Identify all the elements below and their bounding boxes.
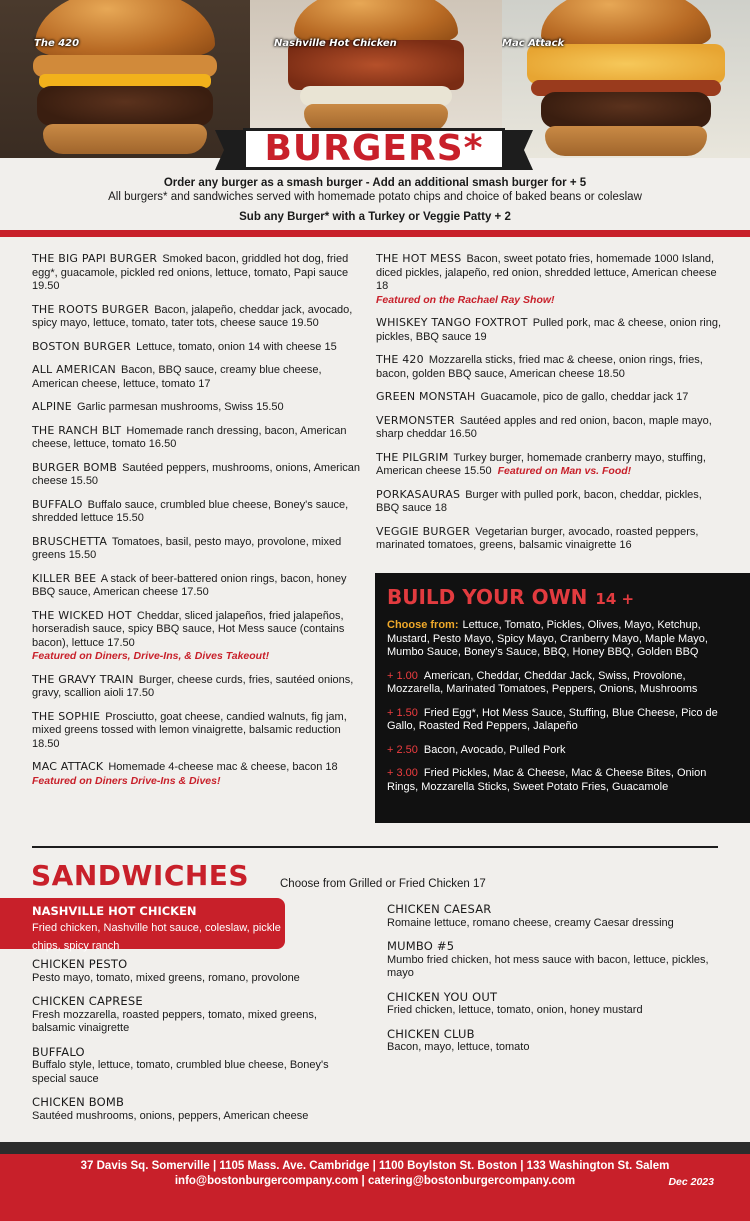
intro-smash-note: Order any burger as a smash burger - Add an additional smash burger for + 5 xyxy=(163,177,587,189)
item-desc: Garlic parmesan mushrooms, Swiss 15.50 xyxy=(76,401,284,413)
featured-note: Featured on the Rachael Ray Show! xyxy=(376,293,555,306)
item-name: MAC ATTACK xyxy=(32,760,104,773)
item-name: PORKASAURAS xyxy=(376,487,461,501)
item-desc: Pulled pork, mac & cheese, onion ring, pickles, BBQ sauce 19 xyxy=(376,317,722,343)
item-name: CHICKEN PESTO xyxy=(32,957,128,971)
item-name: KILLER BEE xyxy=(32,571,97,585)
item-name: THE PILGRIM xyxy=(376,450,449,464)
menu-item xyxy=(32,400,362,415)
item-desc: Sautéed peppers, mushrooms, onions, American cheese 15.50 xyxy=(32,461,361,487)
item-desc: Lettuce, tomato, onion 14 with cheese 15 xyxy=(136,340,337,353)
burger-list-left xyxy=(32,252,362,797)
menu-item xyxy=(32,461,362,489)
menu-item xyxy=(32,535,362,563)
menu-item xyxy=(32,498,362,526)
item-name: BUFFALO xyxy=(32,1044,85,1059)
menu-item xyxy=(376,525,721,553)
item-desc: Romaine lettuce, romano cheese, creamy Caesar dressing xyxy=(387,916,674,929)
item-desc: A stack of beer-battered onion rings, bacon, honey BBQ sauce, American cheese 17.50 xyxy=(32,572,347,598)
menu-item xyxy=(32,760,362,788)
item-desc: Tomatoes, basil, pesto mayo, provolone, mixed greens 15.50 xyxy=(32,535,342,561)
sandwich-list-right xyxy=(387,903,717,1065)
item-desc: Buffalo style, lettuce, tomato, crumbled blue cheese, Boney's special sauce xyxy=(32,1059,329,1085)
section-divider xyxy=(32,846,718,848)
item-name: VERMONSTER xyxy=(376,413,455,427)
byo-addon-price: + 1.00 xyxy=(387,669,418,682)
item-desc: Fried chicken, lettuce, tomato, onion, honey mustard xyxy=(387,1004,643,1016)
menu-item xyxy=(32,673,362,701)
menu-item xyxy=(32,1096,352,1123)
item-desc: Bacon, BBQ sauce, creamy blue cheese, American cheese, lettuce, tomato 17 xyxy=(32,364,322,390)
item-name: CHICKEN CLUB xyxy=(387,1026,475,1041)
item-name: CHICKEN CAPRESE xyxy=(32,994,143,1008)
item-desc: Prosciutto, goat cheese, candied walnuts, fig jam, mixed greens tossed with lemon vinaigrette, balsamic reduction 18.50 xyxy=(32,710,347,750)
footer-dark-band xyxy=(0,1142,750,1154)
sandwich-list-left xyxy=(32,958,352,1133)
menu-item xyxy=(376,414,721,442)
menu-item xyxy=(32,572,362,600)
item-desc: Fried chicken, Nashville hot sauce, coleslaw, pickle chips, spicy ranch xyxy=(32,922,281,952)
build-your-own-panel xyxy=(375,573,750,823)
item-name: ALL AMERICAN xyxy=(32,363,116,376)
byo-addon-items: Fried Egg*, Hot Mess Sauce, Stuffing, Blue Cheese, Pico de Gallo, Roasted Red Peppers, Jalapeño xyxy=(387,706,718,732)
photo-label: Mac Attack xyxy=(502,38,565,49)
item-name: ALPINE xyxy=(32,400,72,413)
menu-item xyxy=(32,252,362,294)
intro-notes xyxy=(0,176,750,224)
item-name: MUMBO #5 xyxy=(387,939,455,953)
item-desc: Buffalo sauce, crumbled blue cheese, Boney's sauce, shredded lettuce 15.50 xyxy=(32,498,349,524)
byo-price: 14 + xyxy=(595,590,635,608)
item-desc: Sautéed apples and red onion, bacon, maple mayo, sharp cheddar 16.50 xyxy=(376,414,712,440)
footer-emails: info@bostonburgercompany.com | catering@bostonburgercompany.com xyxy=(174,1175,576,1187)
menu-item xyxy=(376,488,721,516)
menu-item xyxy=(32,424,362,452)
menu-item xyxy=(376,390,721,405)
menu-item xyxy=(387,903,717,930)
photo-label: The 420 xyxy=(34,38,80,49)
item-desc: Bacon, jalapeño, cheddar jack, avocado, spicy mayo, lettuce, tomato, tater tots, cheese sauce 19.50 xyxy=(32,303,353,329)
featured-note: Featured on Diners Drive-Ins & Dives! xyxy=(32,774,221,787)
item-name: CHICKEN BOMB xyxy=(32,1095,125,1109)
item-name: THE BIG PAPI BURGER xyxy=(32,252,158,265)
burger-list-right xyxy=(376,252,721,562)
sandwiches-title: SANDWICHES xyxy=(31,859,250,892)
photo-label: Nashville Hot Chicken xyxy=(274,38,397,49)
byo-addon-price: + 2.50 xyxy=(387,743,418,756)
burgers-title xyxy=(243,128,505,170)
byo-addon xyxy=(387,670,738,697)
item-name: THE GRAVY TRAIN xyxy=(32,672,134,686)
nashville-hot-chicken-highlight xyxy=(0,898,285,952)
item-desc: Homemade ranch dressing, bacon, American cheese, lettuce, tomato 16.50 xyxy=(32,424,347,450)
item-name: THE ROOTS BURGER xyxy=(32,302,150,316)
item-name: CHICKEN CAESAR xyxy=(387,902,492,916)
item-name: BOSTON BURGER xyxy=(32,339,132,353)
byo-choose-label: Choose from: xyxy=(387,619,459,631)
item-name: THE 420 xyxy=(376,353,424,366)
burger-photo-mac-attack xyxy=(502,0,750,158)
item-desc: Smoked bacon, griddled hot dog, fried egg*, guacamole, pickled red onions, lettuce, tomato, Papi sauce 19.50 xyxy=(32,253,349,292)
item-desc: Sautéed mushrooms, onions, peppers, American cheese xyxy=(32,1109,309,1122)
menu-item xyxy=(387,940,717,981)
menu-item xyxy=(32,710,362,752)
byo-addon-items: Fried Pickles, Mac & Cheese, Mac & Cheese Bites, Onion Rings, Mozzarella Sticks, Sweet Potato Fries, Guacamole xyxy=(387,767,707,793)
item-desc: Turkey burger, homemade cranberry mayo, stuffing, American cheese 15.50 xyxy=(376,451,706,477)
item-desc: Vegetarian burger, avocado, roasted peppers, marinated tomatoes, greens, balsamic vinaigrette 16 xyxy=(376,525,699,551)
footer-addresses: 37 Davis Sq. Somerville | 1105 Mass. Ave. Cambridge | 1100 Boylston St. Boston | 133 Washington St. Salem xyxy=(80,1160,670,1172)
byo-addon xyxy=(387,744,738,758)
featured-note: Featured on Man vs. Food! xyxy=(497,465,632,477)
byo-choices xyxy=(387,619,738,660)
item-desc: Mozzarella sticks, fried mac & cheese, onion rings, fries, bacon, golden BBQ sauce, American cheese 18.50 xyxy=(376,354,703,380)
menu-item xyxy=(32,995,352,1036)
menu-item xyxy=(376,316,721,344)
menu-item xyxy=(32,609,362,664)
item-name: GREEN MONSTAH xyxy=(376,390,476,403)
item-desc: Bacon, sweet potato fries, homemade 1000 Island, diced pickles, jalapeño, red onion, shredded lettuce, American cheese 18 xyxy=(376,253,717,292)
item-desc: Mumbo fried chicken, hot mess sauce with bacon, lettuce, pickles, mayo xyxy=(387,953,709,979)
menu-item xyxy=(32,303,362,331)
byo-addon-price: + 3.00 xyxy=(387,767,418,779)
item-name: NASHVILLE HOT CHICKEN xyxy=(32,904,197,918)
item-desc: Bacon, mayo, lettuce, tomato xyxy=(387,1041,530,1053)
footer-date: Dec 2023 xyxy=(668,1176,714,1188)
menu-item xyxy=(32,1046,352,1087)
featured-note: Featured on Diners, Drive-Ins, & Dives Takeout! xyxy=(32,650,270,662)
byo-addon-items: Bacon, Avocado, Pulled Pork xyxy=(423,743,566,756)
item-name: BUFFALO xyxy=(32,497,83,511)
intro-sides-note: All burgers* and sandwiches served with homemade potato chips and choice of baked beans or coleslaw xyxy=(108,191,642,203)
item-name: CHICKEN YOU OUT xyxy=(387,989,498,1004)
item-name: THE RANCH BLT xyxy=(32,423,122,437)
byo-addon-items: American, Cheddar, Cheddar Jack, Swiss, Provolone, Mozzarella, Marinated Tomatoes, Peppers, Onions, Mushrooms xyxy=(387,669,698,695)
burgers-title-text: BURGERS* xyxy=(264,128,484,169)
menu-item xyxy=(387,1028,717,1055)
item-name: WHISKEY TANGO FOXTROT xyxy=(376,316,528,329)
item-name: BRUSCHETTA xyxy=(32,534,108,548)
byo-addon xyxy=(387,707,738,734)
item-name: VEGGIE BURGER xyxy=(376,524,471,538)
item-desc: Cheddar, sliced jalapeños, fried jalapeños, horseradish sauce, spicy BBQ sauce, Hot Mess sauce (contains bacon), lettuce 17.50 xyxy=(32,609,345,649)
menu-item xyxy=(376,451,721,479)
footer xyxy=(0,1154,750,1221)
menu-item xyxy=(32,958,352,985)
menu-item xyxy=(32,363,362,391)
build-your-own-title xyxy=(387,585,738,611)
red-divider xyxy=(0,230,750,237)
item-desc: Burger, cheese curds, fries, sautéed onions, gravy, scallion aioli 17.50 xyxy=(32,673,354,699)
item-desc: Guacamole, pico de gallo, cheddar jack 17 xyxy=(480,391,689,403)
item-desc: Pesto mayo, tomato, mixed greens, romano, provolone xyxy=(32,971,300,984)
menu-item xyxy=(376,252,721,307)
item-desc: Fresh mozzarella, roasted peppers, tomato, mixed greens, balsamic vinaigrette xyxy=(32,1008,317,1034)
byo-addon xyxy=(387,767,738,794)
byo-choose-items: Lettuce, Tomato, Pickles, Olives, Mayo, Ketchup, Mustard, Pesto Mayo, Spicy Mayo, Cranberry Mayo, Maple Mayo, Mumbo Sauce, Boney's Sauce, BBQ, Honey BBQ, Golden BBQ xyxy=(387,619,708,658)
menu-item xyxy=(376,353,721,381)
item-desc: Burger with pulled pork, bacon, cheddar, pickles, BBQ sauce 18 xyxy=(376,488,702,514)
burger-photo-the-420 xyxy=(0,0,250,158)
item-desc: Homemade 4-cheese mac & cheese, bacon 18 xyxy=(108,761,338,773)
menu-item xyxy=(387,991,717,1018)
item-name: THE WICKED HOT xyxy=(32,608,132,622)
menu-item xyxy=(32,340,362,355)
item-name: THE HOT MESS xyxy=(376,252,462,265)
item-name: BURGER BOMB xyxy=(32,460,118,474)
byo-addon-price: + 1.50 xyxy=(387,706,418,719)
byo-title-text: BUILD YOUR OWN xyxy=(387,585,588,609)
sandwiches-subtitle: Choose from Grilled or Fried Chicken 17 xyxy=(280,878,486,890)
intro-sub-note: Sub any Burger* with a Turkey or Veggie Patty + 2 xyxy=(239,211,511,223)
item-name: THE SOPHIE xyxy=(32,709,101,723)
